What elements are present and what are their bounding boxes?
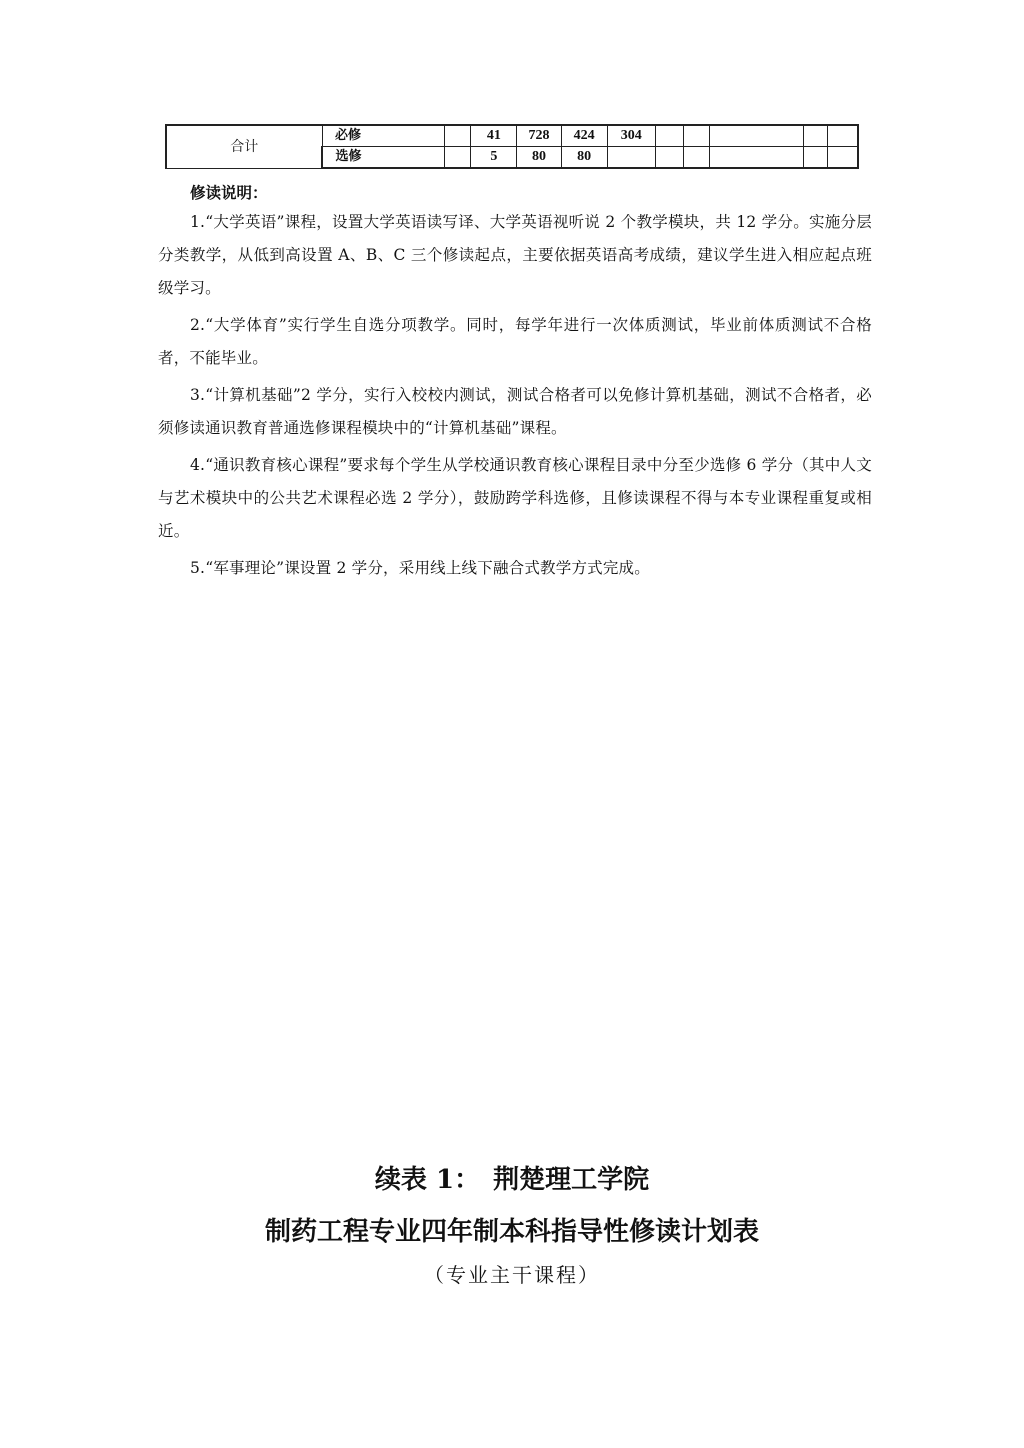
credits-elective: 5 — [471, 147, 517, 169]
notes-title: 修读说明： — [190, 183, 268, 202]
note-item: 5.“军事理论”课设置 2 学分，采用线上线下融合式教学方式完成。 — [190, 559, 650, 577]
note-item: 1.“大学英语”课程，设置大学英语读写译、大学英语视听说 2 个教学模块，共 12 学分。实施分层分类教学，从低到高设置 A、B、C 三个修读起点，主要依据英语高考成绩，建议学生进入相应起点班级学习。 — [158, 213, 872, 297]
study-notes — [158, 180, 872, 589]
table-cell — [445, 125, 471, 147]
total-label: 合计 — [166, 125, 322, 168]
table-cell — [655, 125, 683, 147]
credits-required: 41 — [471, 125, 517, 147]
practice-hours-elective — [607, 147, 655, 169]
heading-continued-table: 续表 1： 荆楚理工学院 — [374, 1165, 650, 1195]
total-hours-required: 728 — [517, 125, 561, 147]
total-hours-elective: 80 — [517, 147, 561, 169]
heading-plan-title: 制药工程专业四年制本科指导性修读计划表 — [264, 1217, 759, 1247]
table-cell — [804, 125, 828, 147]
note-item: 2.“大学体育”实行学生自选分项教学。同时，每学年进行一次体质测试，毕业前体质测试不合格者，不能毕业。 — [158, 316, 872, 367]
course-type-required: 必修 — [322, 125, 444, 147]
table-cell — [709, 147, 803, 169]
table-cell — [683, 125, 709, 147]
practice-hours-required: 304 — [607, 125, 655, 147]
note-item: 4.“通识教育核心课程”要求每个学生从学校通识教育核心课程目录中分至少选修 6 学分（其中人文与艺术模块中的公共艺术课程必选 2 学分），鼓励跨学科选修，且修读课程不得与本专业课程重复或相近。 — [158, 456, 872, 540]
note-item: 3.“计算机基础”2 学分，实行入校校内测试，测试合格者可以免修计算机基础，测试不合格者，必须修读通识教育普通选修课程模块中的“计算机基础”课程。 — [158, 386, 872, 437]
theory-hours-elective: 80 — [561, 147, 607, 169]
theory-hours-required: 424 — [561, 125, 607, 147]
table-cell — [445, 147, 471, 169]
credit-summary-table — [165, 124, 859, 169]
heading-subtitle: （专业主干课程） — [424, 1263, 600, 1287]
table-row-required — [166, 125, 858, 147]
plan-heading — [0, 1160, 1024, 1290]
course-type-elective: 选修 — [322, 147, 444, 169]
table-cell — [828, 147, 858, 169]
table-cell — [828, 125, 858, 147]
table-cell — [683, 147, 709, 169]
table-cell — [804, 147, 828, 169]
table-cell — [655, 147, 683, 169]
table-cell — [709, 125, 803, 147]
